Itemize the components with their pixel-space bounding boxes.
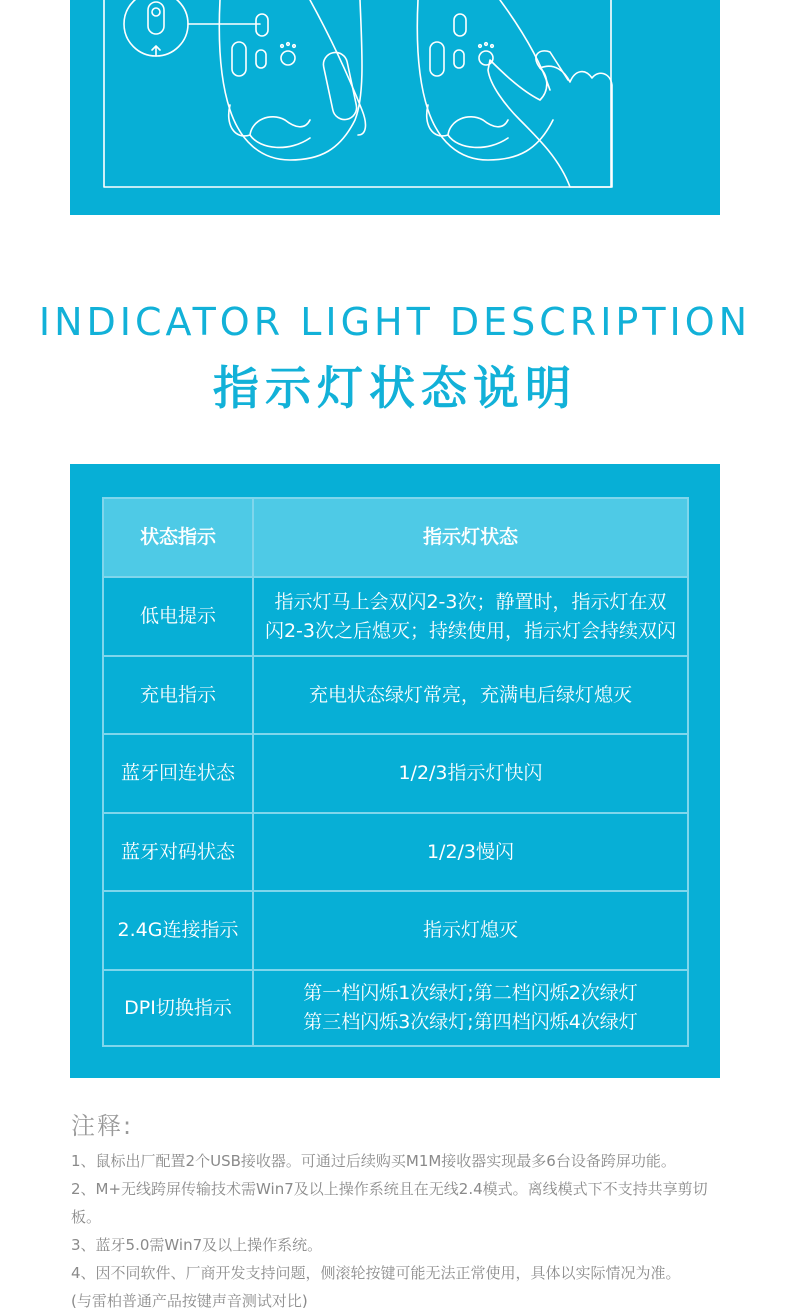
illustration-frame <box>104 0 611 187</box>
section-title-en: INDICATOR LIGHT DESCRIPTION <box>38 300 752 344</box>
row-status: DPI切换指示 <box>104 971 254 1045</box>
header-light-state: 指示灯状态 <box>422 526 518 548</box>
illustration-panel <box>70 0 720 215</box>
switch-detail-icon <box>124 0 260 56</box>
table-header-row <box>104 499 687 578</box>
table-row <box>104 657 687 735</box>
row-status: 低电提示 <box>104 578 254 655</box>
mouse-illustration <box>70 0 720 215</box>
row-status: 蓝牙对码状态 <box>104 814 254 890</box>
row-desc: 充电状态绿灯常亮，充满电后绿灯熄灭 <box>308 683 632 706</box>
note-item: (与雷柏普通产品按键声音测试对比) <box>71 1292 308 1310</box>
note-item: 1、鼠标出厂配置2个USB接收器。可通过后续购买M1M接收器实现最多6台设备跨屏功能。 <box>71 1152 676 1170</box>
row-desc: 指示灯熄灭 <box>422 919 518 941</box>
notes-title: 注释: <box>71 1112 134 1140</box>
table-row <box>104 892 687 971</box>
table-row <box>104 578 687 657</box>
row-desc: 第一档闪烁1次绿灯;第二档闪烁2次绿灯 第三档闪烁3次绿灯;第四档闪烁4次绿灯 <box>303 982 638 1033</box>
note-item: 2、M+无线跨屏传输技术需Win7及以上操作系统且在无线2.4模式。离线模式下不支持共享剪切板。 <box>71 1180 708 1226</box>
notes-list <box>71 1147 731 1315</box>
row-status: 2.4G连接指示 <box>104 892 254 969</box>
row-status: 蓝牙回连状态 <box>104 735 254 812</box>
table-row <box>104 971 687 1045</box>
header-status: 状态指示 <box>104 499 254 576</box>
indicator-table-panel <box>70 464 720 1078</box>
indicator-table <box>102 497 689 1047</box>
table-row <box>104 814 687 892</box>
section-title-cn: 指示灯状态说明 <box>213 361 577 415</box>
note-item: 3、蓝牙5.0需Win7及以上操作系统。 <box>71 1236 323 1254</box>
row-desc: 1/2/3慢闪 <box>426 840 515 863</box>
row-desc: 指示灯马上会双闪2-3次；静置时，指示灯在双 闪2-3次之后熄灭；持续使用，指示灯会持续双闪 <box>264 590 677 642</box>
row-status: 充电指示 <box>104 657 254 733</box>
row-desc: 1/2/3指示灯快闪 <box>398 762 543 784</box>
table-row <box>104 735 687 814</box>
note-item: 4、因不同软件、厂商开发支持问题，侧滚轮按键可能无法正常使用，具体以实际情况为准。 <box>71 1264 681 1282</box>
mouse-bottom-with-hand-icon <box>417 0 612 187</box>
